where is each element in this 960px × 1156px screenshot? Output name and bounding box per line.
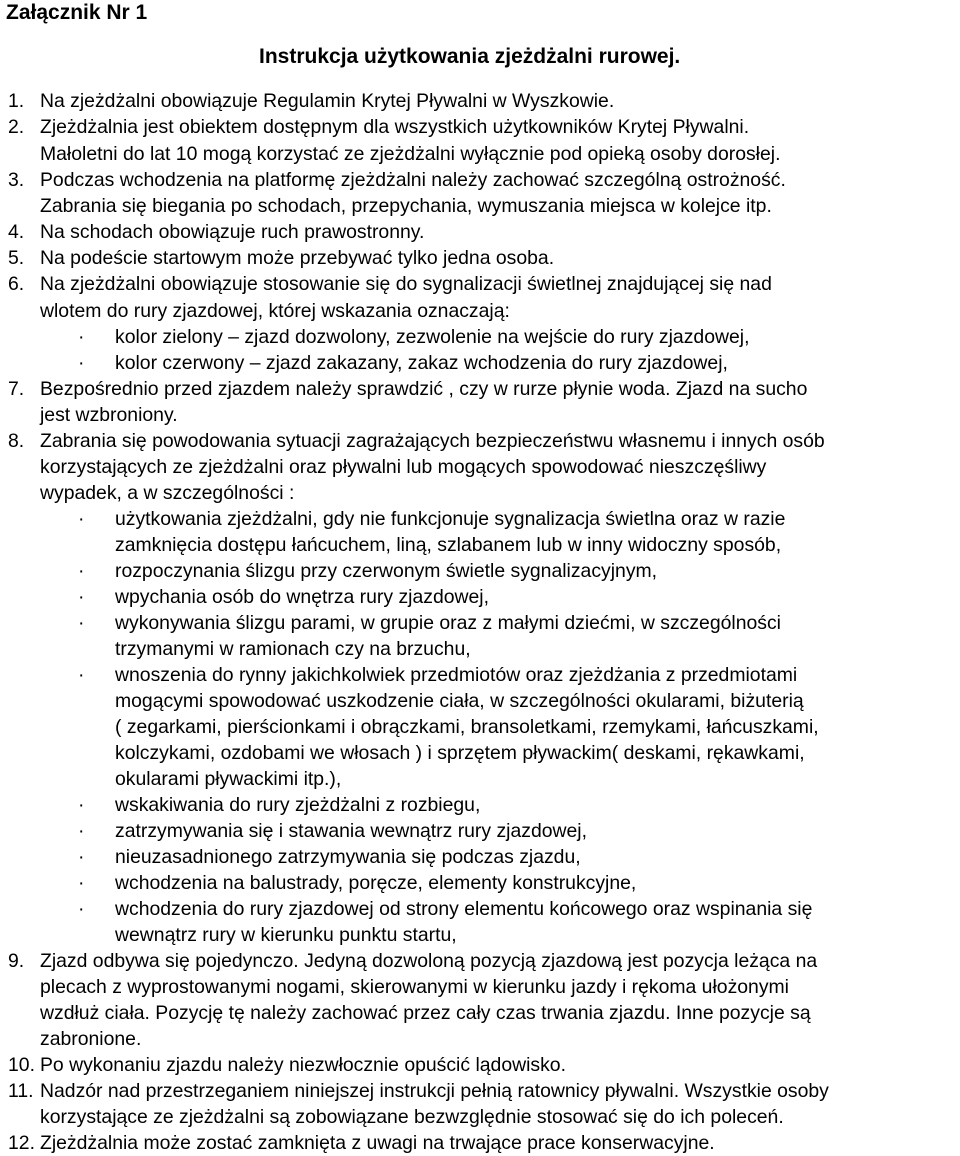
line-text: wchodzenia na balustrady, poręcze, elementy konstrukcyjne, — [115, 872, 637, 894]
bullet-dot: · — [78, 508, 85, 530]
bullet-dot: · — [78, 872, 85, 894]
line-text: rozpoczynania ślizgu przy czerwonym świetle sygnalizacyjnym, — [115, 560, 658, 582]
line-text: plecach z wyprostowanymi nogami, skierowanymi w kierunku jazdy i rękoma ułożonymi — [40, 976, 789, 998]
line-text: wykonywania ślizgu parami, w grupie oraz z małymi dziećmi, w szczególności — [115, 612, 781, 634]
item-number: 2. — [8, 116, 25, 138]
bullet-dot: · — [78, 586, 85, 608]
item-number: 1. — [8, 90, 25, 112]
line-text: wpychania osób do wnętrza rury zjazdowej, — [115, 586, 489, 608]
item-number: 4. — [8, 221, 25, 243]
bullet-dot: · — [78, 352, 85, 374]
line-text: ( zegarkami, pierścionkami i obrączkami, bransoletkami, rzemykami, łańcuszkami, — [115, 716, 819, 738]
item-number: 12. — [8, 1132, 35, 1154]
bullet-dot: · — [78, 612, 85, 634]
line-text: zatrzymywania się i stawania wewnątrz rury zjazdowej, — [115, 820, 588, 842]
line-text: zabronione. — [40, 1028, 142, 1050]
attachment-header: Załącznik Nr 1 — [6, 1, 148, 24]
item-number: 8. — [8, 430, 25, 452]
bullet-dot: · — [78, 664, 85, 686]
line-text: nieuzasadnionego zatrzymywania się podczas zjazdu, — [115, 846, 581, 868]
line-text: Na zjeżdżalni obowiązuje stosowanie się do sygnalizacji świetlnej znajdującej się nad — [40, 273, 772, 295]
line-text: wzdłuż ciała. Pozycję tę należy zachować przez cały czas trwania zjazdu. Inne pozycje są — [40, 1002, 811, 1024]
line-text: wlotem do rury zjazdowej, której wskazania oznaczają: — [40, 300, 510, 322]
line-text: Zjazd odbywa się pojedynczo. Jedyną dozwoloną pozycją zjazdową jest pozycja leżąca na — [40, 950, 818, 972]
line-text: Na podeście startowym może przebywać tylko jedna osoba. — [40, 247, 555, 269]
line-text: Zjeżdżalnia jest obiektem dostępnym dla wszystkich użytkowników Krytej Pływalni. — [40, 116, 750, 138]
bullet-dot: · — [78, 794, 85, 816]
line-text: korzystające ze zjeżdżalni są zobowiązane bezwzględnie stosować się do ich poleceń. — [40, 1106, 784, 1128]
line-text: kolor zielony – zjazd dozwolony, zezwolenie na wejście do rury zjazdowej, — [115, 326, 750, 348]
line-text: Zabrania się biegania po schodach, przepychania, wymuszania miejsca w kolejce itp. — [40, 195, 772, 217]
line-text: wskakiwania do rury zjeżdżalni z rozbiegu, — [115, 794, 481, 816]
line-text: wewnątrz rury w kierunku punktu startu, — [115, 924, 457, 946]
line-text: zamknięcia dostępu łańcuchem, liną, szlabanem lub w inny widoczny sposób, — [115, 534, 782, 556]
bullet-dot: · — [78, 898, 85, 920]
item-number: 6. — [8, 273, 25, 295]
item-number: 11. — [8, 1080, 34, 1102]
line-text: Na schodach obowiązuje ruch prawostronny. — [40, 221, 425, 243]
item-number: 5. — [8, 247, 25, 269]
line-text: wchodzenia do rury zjazdowej od strony elementu końcowego oraz wspinania się — [115, 898, 813, 920]
line-text: mogącymi spowodować uszkodzenie ciała, w szczególności okularami, biżuterią — [115, 690, 804, 712]
bullet-dot: · — [78, 846, 85, 868]
line-text: jest wzbroniony. — [40, 404, 178, 426]
line-text: Nadzór nad przestrzeganiem niniejszej instrukcji pełnią ratownicy pływalni. Wszystkie osoby — [40, 1080, 829, 1102]
bullet-dot: · — [78, 560, 85, 582]
item-number: 3. — [8, 169, 25, 191]
bullet-dot: · — [78, 820, 85, 842]
item-number: 10. — [8, 1054, 35, 1076]
item-number: 7. — [8, 378, 25, 400]
line-text: Zjeżdżalnia może zostać zamknięta z uwagi na trwające prace konserwacyjne. — [40, 1132, 715, 1154]
line-text: Zabrania się powodowania sytuacji zagrażających bezpieczeństwu własnemu i innych osób — [40, 430, 825, 452]
line-text: Bezpośrednio przed zjazdem należy sprawdzić , czy w rurze płynie woda. Zjazd na sucho — [40, 378, 808, 400]
line-text: Małoletni do lat 10 mogą korzystać ze zjeżdżalni wyłącznie pod opieką osoby dorosłej. — [40, 143, 781, 165]
line-text: użytkowania zjeżdżalni, gdy nie funkcjonuje sygnalizacja świetlna oraz w razie — [115, 508, 786, 530]
line-text: Podczas wchodzenia na platformę zjeżdżalni należy zachować szczególną ostrożność. — [40, 169, 786, 191]
line-text: Na zjeżdżalni obowiązuje Regulamin Krytej Pływalni w Wyszkowie. — [40, 90, 615, 112]
line-text: Po wykonaniu zjazdu należy niezwłocznie opuścić lądowisko. — [40, 1054, 566, 1076]
line-text: kolczykami, ozdobami we włosach ) i sprzętem pływackim( deskami, rękawkami, — [115, 742, 805, 764]
line-text: trzymanymi w ramionach czy na brzuchu, — [115, 638, 471, 660]
line-text: okularami pływackimi itp.), — [115, 768, 342, 790]
line-text: wypadek, a w szczególności : — [40, 482, 295, 504]
line-text: wnoszenia do rynny jakichkolwiek przedmiotów oraz zjeżdżania z przedmiotami — [115, 664, 798, 686]
line-text: korzystających ze zjeżdżalni oraz pływalni lub mogących spowodować nieszczęśliwy — [40, 456, 767, 478]
document-title: Instrukcja użytkowania zjeżdżalni rurowej. — [259, 45, 681, 68]
bullet-dot: · — [78, 326, 85, 348]
line-text: kolor czerwony – zjazd zakazany, zakaz wchodzenia do rury zjazdowej, — [115, 352, 728, 374]
item-number: 9. — [8, 950, 25, 972]
